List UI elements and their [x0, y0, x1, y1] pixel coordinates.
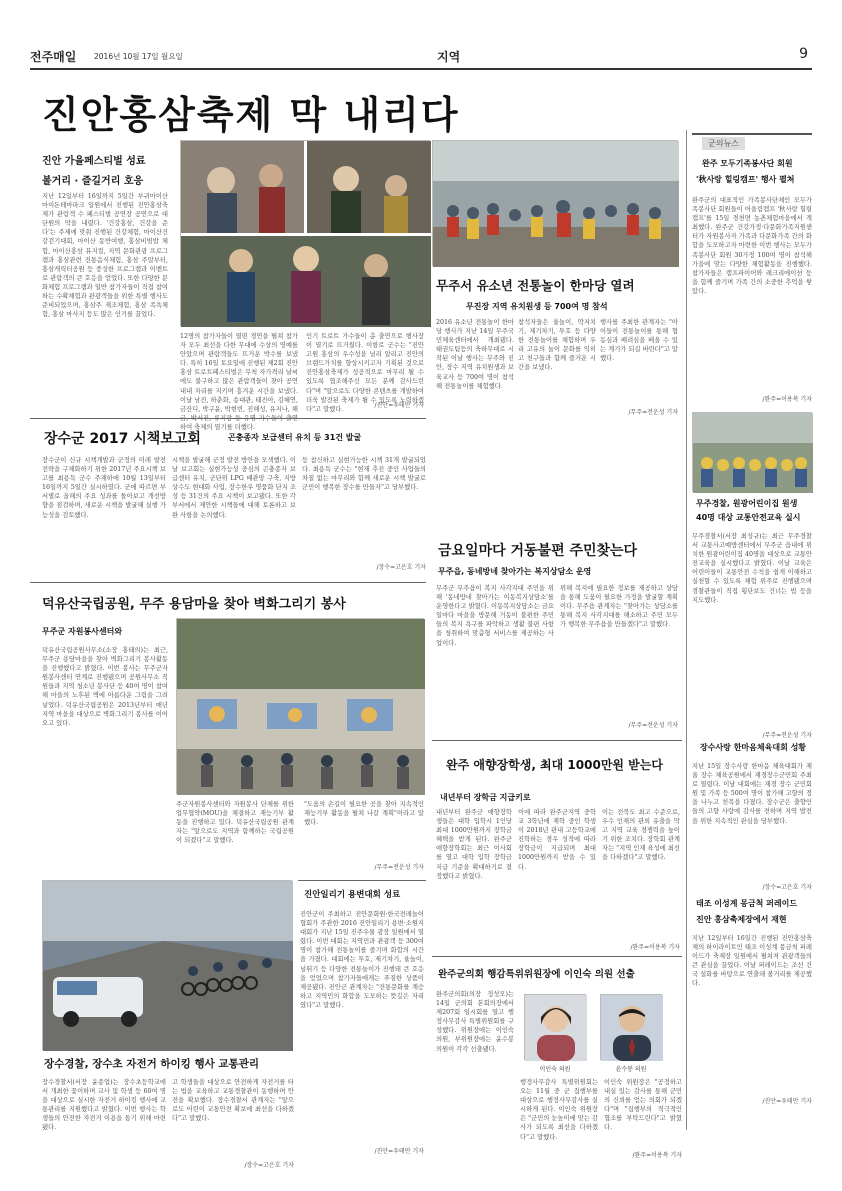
welfare-col1: 무주군 무주읍이 복지 사각지대 주민을 위해 '동네방네 찾아가는 이동복지상담소'를 운영한다고 밝혔다. 이동복지상담소는 금요일마다 마을을 방문해 거동이 불편한 주민들의 복지 욕구를 파악하고 생활 불편 사항을 청취하여 맞춤형 서비스를 제공하는 사업이다. — [436, 585, 554, 647]
divider-scholarship — [432, 740, 682, 741]
scholarship-col3: 이는 전북도 최고 수준으로, 우수 인재의 관외 유출을 막고 지역 교육 경쟁력을 높이기 위한 조치다. 장학회 관계자는 "지역 인재 육성에 최선을 다하겠다"고 말했다. — [602, 809, 680, 862]
sidebar3-byline: /장수=고은호 기자 — [762, 884, 812, 891]
sidebar2-byline: /무주=전운성 기자 — [762, 732, 812, 739]
news-sidebar-label-text: 군의뉴스 — [702, 137, 745, 150]
traditional-games-subheadline: 무진장 지역 유치원생 등 700여 명 참석 — [466, 302, 608, 311]
scholarship-col1: 내년부터 완주군 애향장학생들은 대학 입학시 1인당 최대 1000만원까지 장학금 혜택을 받게 된다. 완주군 애향장학회는 최근 이사회를 열고 대학 입학 장학금 지급 기준을 확대하기로 결정했다고 밝혔다. — [436, 809, 512, 880]
jinan-games-body: 진안군이 주최하고 진안문화원·한국전래놀이협회가 주관한 2016 진안일리기 용변·소원지 대회가 지난 15일 진주우물 광장 일원에서 열렸다. 이번 대회는 지역민과 관광객 등 300여 명이 참가해 전통놀이를 즐기며 화합의 시간을 가졌다. 대회에는 투호, 제기차기, 윷놀이, 널뛰기 등 다양한 전통놀이가 진행돼 큰 호응을 얻었으며 참가자들에게는 푸짐한 상품이 제공됐다. 진안군 관계자는 "전통문화를 계승하고 지역민의 화합을 도모하는 뜻깊은 자리였다"고 말했다. — [300, 911, 424, 1009]
main-article-col3: 인기 트로트 가수들이 총 출연으로 행사장이 열기로 뜨거웠다. 이항로 군수는 "진안고원 홍삼의 우수성을 널리 알리고 진안의 브랜드가치를 향상시키고자 기획된 것으로 진안홍삼축제가 성공적으로 마무리 될 수 있도록 협조해주신 모든 분께 감사드린다"며 "앞으로도 다양한 콘텐츠를 개발하여 더욱 발전된 축제가 될 수 있도록 노력하겠다"고 말했다. — [306, 333, 424, 413]
traditional-games-byline: /무주=전운성 기자 — [628, 409, 678, 416]
divider-sidebar — [686, 130, 687, 1130]
welfare-byline: /무주=전운성 기자 — [628, 722, 678, 729]
jangsu-report-col2: 시책을 발굴해 군정 발전 방안을 모색했다. 이날 보고회는 실현가능성 중심의 곤충종자 보급센터 유치, 군단위 LPG 배관망 구축, 지방상수도 현대화 사업, 장수한우 명품화 단지 조성 등 31건의 주요 시책이 보고됐다. 또한 각 부서에서 제안한 시책들에 대해 토론하고 보완 사항을 논의했다. — [172, 457, 296, 519]
sidebar4-body: 지난 12일부터 16일간 진행된 진안홍삼축제의 하이라이트인 태조 이성계 몽금척 퍼레이드가 축제장 일원에서 펼쳐져 관광객들의 큰 관심을 끌었다. 이날 퍼레이드는 조선 건국 설화를 바탕으로 연출돼 볼거리를 제공했다. — [692, 935, 812, 988]
sidebar1-headline2: '秋사랑 힐링캠프' 행사 펼쳐 — [696, 175, 795, 184]
welfare-headline: 금요일마다 거동불편 주민찾는다 — [438, 543, 638, 559]
councilor-name-1: 이인숙 의원 — [539, 1066, 571, 1073]
police-col1: 장수경찰서(서장 윤종업)는 장수초등학교에서 개최한 꽃이하며 교사 및 학생 등 60여 명을 대상으로 실시한 자전거 하이킹 행사에 교통관리를 지원했다고 밝혔다. 이번 행사는 학생들의 안전한 자전거 이용을 돕기 위해 마련됐다. — [42, 1079, 166, 1132]
page-number: 9 — [799, 46, 808, 62]
appointment-col1: 완주군의회(의장 정성모)는 14일 군의회 본회의장에서 제207회 임시회를 열고 행정사무감사 특별위원회를 구성했다. 위원장에는 이인숙 의원, 부위원장에는 윤수봉 의원이 각각 선출됐다. — [436, 991, 514, 1053]
police-col2: 고 학생들을 대상으로 안전하게 자전거를 타는 법을 교육하고 교통경찰관이 동행하며 안전을 확보했다. 장수경찰서 관계자는 "앞으로도 어린이 교통안전 확보에 최선을 다하겠다"고 말했다. — [172, 1079, 294, 1123]
divider-left-top — [30, 418, 426, 419]
sidebar2-body: 무주경찰서(서장 최성규)는 최근 무주경찰서 교통사고예방센터에서 무주군 읍내에 위치한 원광어린이집 40명을 대상으로 교통안전교육을 실시했다고 밝혔다. 이날 교육은 어린이들이 교통안전 수칙을 쉽게 이해하고 실천할 수 있도록 체험 위주로 진행됐으며 경찰관들이 직접 횡단보도 건너는 법 등을 지도했다. — [692, 533, 812, 604]
bicycle-police-photo — [42, 880, 292, 1050]
sidebar4-headline2: 진안 홍삼축제장에서 재현 — [696, 915, 787, 924]
sidebar2-headline2: 40명 대상 교통안전교육 실시 — [696, 513, 801, 522]
main-headline: 진안홍삼축제 막 내리다 — [42, 93, 460, 137]
councilor-photo-2 — [600, 994, 662, 1060]
sidebar1-headline1: 완주 모두기족봉사단 회원 — [702, 159, 793, 168]
traditional-games-col1: 2016 유소년 전통놀이 한마당 행사가 지난 14일 무주국민체육센터에서 개최됐다. 태권도팀등의 축하무대로 시작된 이날 행사는 무주와 진안, 장수 지역 유치원생과 보육교사 등 700여 명이 참석해 전통놀이를 체험했다. — [436, 319, 514, 390]
main-article-col1: 지난 12일부터 16일까지 5일간 부귀마이산 마이돈테마파크 일원에서 진행된 진안홍삼축제가 관람객 수 페스티벌 공연장 공연으로 대단원의 막을 내렸다. '건강홍삼, 건강을 준다'는 주제에 맞춰 진행된 건강체험, 마이산건강걷기대회, 마이산 동반여행, 홍삼비빔밥 체험, 마이산홍삼 뮤지컬, 지역 문화관광 프로그램과 홍삼관련 전통음식체험, 홍삼 주말부터, 홍삼캐릭터공원 등 풍성한 프로그램과 이벤트로 관람객의 큰 호응을 얻었다. 또한 다양한 문화체험 프로그램과 일반 참가자들이 직접 참여하는 수확체험과 관광객들을 위한 특별 행사도 준비되었으며, 홍삼주 제조체험, 홍삼 족욕체험, 홍삼 마사지 등도 많은 인기를 끌었다. — [42, 193, 168, 319]
jangsu-report-headline: 장수군 2017 시책보고회 — [44, 431, 201, 447]
police-headline: 장수경찰, 장수초 자전거 하이킹 행사 교통관리 — [44, 1058, 259, 1070]
jangsu-report-subheadline: 곤충종자 보급센터 유치 등 31건 발굴 — [228, 433, 362, 442]
issue-date: 2016년 10월 17일 월요일 — [94, 52, 183, 61]
sidebar4-headline1: 태조 이성계 몽금척 퍼레이드 — [696, 899, 798, 908]
sidebar1-body: 완주군의 대표적인 가족봉사단체인 모두가족봉사단 회원들이 어울림캠프 '秋사랑 힐링캠프'를 15일 경천면 농촌체험마을에서 개최했다. 완주군 건강가정·다문화가족지원센터가 자원봉사자 가족과 다문화가족 간의 화합을 도모하고자 마련한 이번 행사는 모두가족봉사단 회원 30가정 100여 명이 참석해 가을에 맞는 다양한 체험활동을 진행했다. 참가자들은 캠프파이어와 레크리에이션 등을 함께 즐기며 가족 간의 소중한 추억을 쌓았다. — [692, 197, 812, 295]
divider-left-mid — [30, 582, 426, 583]
traditional-games-photo — [432, 140, 678, 266]
jinan-games-byline: /진안=우태만 기자 — [374, 1148, 424, 1155]
main-subheadline-1: 진안 가을페스티벌 성료 — [42, 156, 146, 167]
appointment-byline: /완주=이용복 기자 — [632, 1152, 682, 1159]
page-header — [30, 44, 812, 66]
scholarship-col2: 이에 따라 완주군지역 중학교 3학년에 재학 중인 학생이 2018년 관내 고등학교에 진학하는 경우 성적에 따라 장학금이 지급되며 최대 1000만원까지 받을 수 있다. — [518, 809, 596, 871]
masthead: 전주매일 — [30, 50, 77, 64]
jangsu-report-byline: /장수=고은호 기자 — [376, 564, 426, 571]
traditional-games-col3: 행사를 주최한 관계자는 "아이들이 전통놀이를 통해 협동심과 배려심을 배울 수 있는 계기가 되길 바란다"고 말했다. — [600, 319, 678, 363]
sidebar3-body: 지난 15일 장수사랑 한마음 체육대회가 재울 장수 체육공원에서 재경장수군민회 주최로 열렸다. 이날 대회에는 재경 장수 군민회원 및 가족 등 500여 명이 참가해 고향의 정을 나누고 친목을 다졌다. 장수군은 출향인들의 고향 사랑에 감사를 전하며 지역 발전을 위한 지속적인 관심을 당부했다. — [692, 763, 812, 825]
sidebar1-byline: /완주=이용복 기자 — [762, 396, 812, 403]
main-article-byline: /진안=우태만 기자 — [374, 402, 424, 409]
divider-appointment — [432, 956, 682, 957]
welfare-col2: 위해 복지에 필요한 정보를 제공하고 상담을 통해 도움이 필요한 가정을 발굴할 계획이다. 무주읍 관계자는 "찾아가는 상담소를 통해 복지 사각지대를 해소하고 주민 모두가 행복한 무주읍을 만들겠다"고 말했다. — [560, 585, 678, 629]
scholarship-headline: 완주 애향장학생, 최대 1000만원 받는다 — [446, 758, 663, 772]
festival-photo-collage — [180, 140, 430, 326]
news-sidebar-label — [692, 133, 812, 149]
appointment-col3: 이인숙 위원장은 "공정하고 내실 있는 감사를 통해 군민의 신뢰를 얻는 의회가 되겠다"며 "집행부의 적극적인 협조를 부탁드린다"고 밝혔다. — [604, 1079, 682, 1132]
mural-byline: /무주=전운성 기자 — [374, 864, 424, 871]
main-subheadline-2: 볼거리 · 즐길거리 호응 — [42, 176, 144, 187]
mural-headline: 덕유산국립공원, 무주 용담마을 찾아 벽화그리기 봉사 — [42, 597, 346, 612]
section-name: 지역 — [437, 50, 461, 64]
jangsu-report-col1: 장수군이 신규 시책개발과 군정의 미래 발전전략을 구체화하기 위한 2017년 주요시책 보고를 최용득 군수 주재하에 10월 13일부터 16일까지 5일간 실시하였다. 군에 따르면 부서별로 올해의 주요 성과를 돌아보고 개선방향을 점검하며, 새로운 시책을 발굴해 실행 가능성을 검토했다. — [42, 457, 166, 519]
welfare-subheadline: 무주읍, 동네방네 찾아가는 복지상담소 운영 — [438, 567, 592, 576]
police-byline: /장수=고은호 기자 — [244, 1162, 294, 1169]
mural-col3: "도움의 손길이 필요한 곳을 찾아 지속적인 재능기부 활동을 펼쳐 나갈 계획"이라고 말했다. — [304, 801, 424, 827]
sidebar4-byline: /진안=우태만 기자 — [762, 1098, 812, 1105]
mural-col1: 덕유산국립공원사무소(소장 홍태의)는 최근, 무주군 용담마을을 찾아 벽화그리기 봉사활동을 진행했다고 밝혔다. 이번 봉사는 무주군자원봉사센터 연계로 진행됐으며 공원사무소 직원들과 지역 청소년 봉사단 등 40여 명이 참여해 마을의 노후된 벽에 아름다운 그림을 그려 넣었다. 덕유산국립공원은 2013년부터 매년 지역 마을을 대상으로 벽화그리기 봉사를 이어오고 있다. — [42, 647, 168, 727]
mural-col2: 주군자원봉사센터와 자원봉사 단체를 위한 업무협약(MOU)을 체결하고 재능기부 활동을 진행하고 있다. 덕유산국립공원 관계자는 "앞으로도 지역과 함께하는 국립공원이 되겠다"고 말했다. — [176, 801, 294, 845]
councilor-name-2: 윤수봉 의원 — [615, 1066, 647, 1073]
main-article-col2: 12명의 참가자들이 열띤 경연을 펼쳐 참가자 모두 최선을 다한 무대에 수상의 영예를 안았으며 관람객들도 뜨거운 박수를 보냈다. 특히 16일 토요일에 진행된 제2회 진안홍삼 트로트페스티벌은 무척 자가격리 날씨에도 불구하고 많은 관람객들이 찾아 공연 내내 자리를 지키며 흥겨운 시간을 보냈다. 이날 남진, 하춘화, 송대관, 태진아, 김혜연, 금잔디, 박구윤, 박현빈, 진해성, 유지나, 해 하여 축제의 열기를 더했다. — [180, 333, 298, 431]
divider-jinan — [298, 880, 426, 881]
appointment-col2: 행정사무감사 특별위원회는 오는 11월 중 군 집행부를 대상으로 행정사무감사를 실시하게 된다. 이인숙 위원장은 "군민의 눈높이에 맞는 감사가 되도록 최선을 다하겠다"고 말했다. — [520, 1079, 598, 1141]
sidebar2-headline1: 무주경찰, 원광어린이집 원생 — [696, 499, 798, 508]
traditional-games-col2: 참석자들은 윷놀이, 딱지치기, 제기차기, 투호 등 다양한 전통놀이를 체험하며 우리 고유의 놀이 문화를 익히고 친구들과 함께 즐거운 시간을 보냈다. — [518, 319, 596, 372]
scholarship-subheadline: 내년부터 장학금 지급키로 — [440, 793, 531, 802]
traditional-games-headline: 무주서 유소년 전통놀이 한마당 열려 — [436, 278, 635, 293]
header-rule — [30, 68, 812, 70]
mural-subheadline: 무주군 자원봉사센터와 — [42, 627, 123, 636]
councilor-photo-1 — [524, 994, 586, 1060]
scholarship-byline: /완주=이용복 기자 — [630, 944, 680, 951]
mural-photo — [176, 618, 424, 794]
jangsu-report-col3: 등 참신하고 실현가능한 시책 31개 발굴되었다. 최용득 군수는 "현재 추진 중인 사업들의 차질 없는 마무리와 함께 새로운 시책 발굴로 군민이 행복한 장수를 만들자"고 당부했다. — [302, 457, 426, 492]
appointment-headline: 완주군의회 행감특위위원장에 이인숙 의원 선출 — [438, 969, 635, 980]
jinan-games-headline: 진안일리기 용변대회 성료 — [304, 890, 401, 900]
kindergarten-photo — [692, 412, 812, 492]
sidebar3-headline: 장수사랑 한마음체육대회 성황 — [700, 743, 807, 752]
